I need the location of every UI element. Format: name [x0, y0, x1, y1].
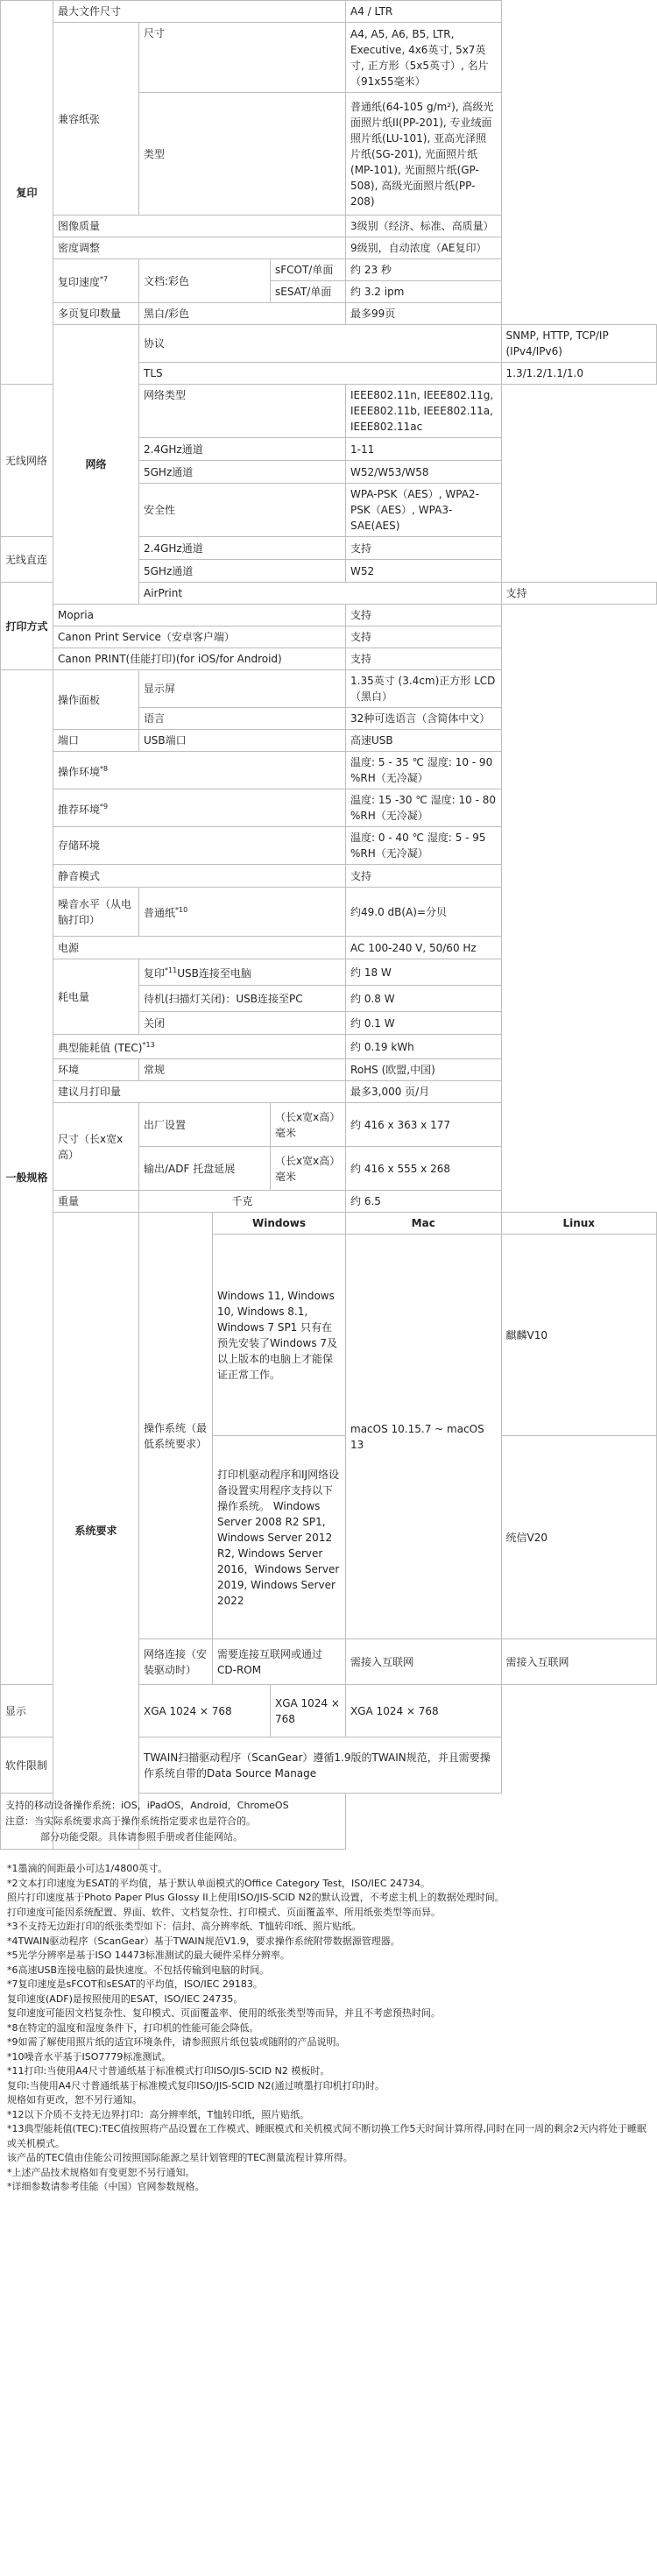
value-image-quality: 3级别（经济、标准、高质量） [346, 216, 501, 237]
dim-factory-value: 约 416 x 363 x 177 [346, 1103, 501, 1147]
cons-copy-label [139, 959, 346, 986]
row-storage-env [1, 827, 657, 865]
cons-off-label: 关闭 [139, 1012, 346, 1035]
label-image-quality: 图像质量 [53, 216, 346, 237]
row-volume [1, 1081, 657, 1103]
label-install: 网络连接（安装驱动时） [139, 1639, 213, 1685]
label-display: 显示 [1, 1685, 53, 1737]
row-os-header [1, 1213, 657, 1235]
wl-type-value: IEEE802.11n, IEEE802.11g, IEEE802.11b, IEEE802.11a, IEEE802.11ac [346, 385, 501, 438]
label-paper: 兼容纸张 [53, 23, 139, 216]
value-operating: 温度: 5 - 35 ℃ 湿度: 10 - 90 %RH（无冷凝） [346, 752, 501, 789]
row-mopria [1, 605, 657, 626]
note: 打印速度可能因系统配置、界面、软件、文档复杂性、打印模式、页面覆盖率、所用纸张类型等而异。 [7, 1906, 441, 1918]
note: *3不支持无边距打印的纸张类型如下：信封、高分辨率纸、T恤转印纸、照片贴纸。 [7, 1921, 362, 1932]
row-env [1, 1059, 657, 1081]
note: *5光学分辨率是基于ISO 14473标准测试的最大硬件采样分辨率。 [7, 1950, 290, 1961]
value-env: RoHS (欧盟,中国) [346, 1059, 501, 1081]
direct-5-label: 5GHz通道 [139, 560, 346, 583]
pm-value-4: 支持 [346, 648, 501, 670]
note: 复印速度可能因文档复杂性、复印模式、页面覆盖率、使用的纸张类型等而异，并且不考虑预热时间。 [7, 2007, 441, 2019]
speed-mode-1: sFCOT/单面 [271, 259, 346, 281]
note: *10噪音水平基于ISO7779标准测试。 [7, 2050, 172, 2063]
support-box [1, 1794, 346, 1850]
dim-ext-value: 约 416 x 555 x 268 [346, 1147, 501, 1191]
label-operating [53, 752, 346, 789]
speed-value-1: 约 23 秒 [346, 259, 501, 281]
panel-display-label: 显示屏 [139, 670, 346, 708]
speed-text: 复印速度 [58, 276, 101, 288]
label-multi: 多页复印数量 [53, 303, 139, 325]
note: 照片打印速度基于Photo Paper Plus Glossy II上使用ISO/JIS-SCID N2的默认设置，不考虑主机上的数据处理时间。 [7, 1892, 505, 1903]
label-env: 环境 [53, 1059, 139, 1081]
section-print-method: 打印方式 [1, 583, 53, 670]
operating-text: 操作环境 [58, 765, 101, 778]
value-recommended: 温度: 15 -30 ℃ 湿度: 10 - 80 %RH（无冷凝） [346, 789, 501, 827]
wl-sec-value: WPA-PSK（AES）, WPA2-PSK（AES）, WPA3-SAE(AES) [346, 484, 501, 537]
value-paper-size: A4, A5, A6, B5, LTR, Executive, 4x6英寸, 5x7英寸, 正方形（5x5英寸）, 名片（91x55毫米） [346, 23, 501, 93]
note: *9如需了解使用照片纸的适宜环境条件，请参照照片纸包装或随附的产品说明。 [7, 2036, 346, 2048]
panel-display-value: 1.35英寸 (3.4cm)正方形 LCD（黑白） [346, 670, 501, 708]
note: 规格如有更改，恕不另行通知。 [7, 2094, 142, 2105]
row-power [1, 937, 657, 959]
dim-factory-label: 出厂设置 [139, 1103, 271, 1147]
label-speed-doc: 文档:彩色 [139, 259, 271, 303]
note: *13典型能耗值(TEC):TEC值按照将产品设置在工作模式、睡眠模式和关机模式间不断切换工作5天时间计算所得,同时在同一周的剩余2天内将处于睡眠或关机模式。 [7, 2123, 646, 2149]
row-image-quality [1, 216, 657, 237]
note: *6高速USB连接电脑的最快速度。不包括传输到电脑的时间。 [7, 1964, 270, 1976]
display-mac: XGA 1024 × 768 [271, 1685, 346, 1737]
label-power: 电源 [53, 937, 346, 959]
install-win: 需要连接互联网或通过CD-ROM [213, 1639, 346, 1685]
operating-note: *8 [100, 764, 109, 773]
cons-copy-text: 复印 [144, 967, 166, 980]
note: 该产品的TEC值由佳能公司按照国际能源之星计划管理的TEC测量流程计算所得。 [7, 2152, 353, 2163]
port-sub: USB端口 [139, 730, 346, 752]
dim-ext-label: 输出/ADF 托盘延展 [139, 1147, 271, 1191]
os-windows-a: Windows 11, Windows 10, Windows 8.1, Windows 7 SP1 只有在预先安装了Windows 7及以上版本的电脑上才能保证正常工作。 [213, 1235, 346, 1436]
speed-value-2: 约 3.2 ipm [346, 281, 501, 303]
note: *详细参数请参考佳能（中国）官网参数规格。 [7, 2181, 205, 2192]
os-header-windows: Windows [213, 1213, 346, 1235]
pm-label-2: Mopria [53, 605, 346, 626]
cons-copy-text2: USB连接至电脑 [177, 967, 251, 980]
install-linux: 需接入互联网 [501, 1639, 657, 1685]
note: *8在特定的温度和湿度条件下，打印机的性能可能会降低。 [7, 2021, 259, 2034]
note: *11打印:当使用A4尺寸普通纸基于标准模式打印ISO/JIS-SCID N2 模板时。 [7, 2065, 330, 2077]
wl-sec-label: 安全性 [139, 484, 346, 537]
label-os: 操作系统（最低系统要求） [139, 1235, 213, 1639]
dim-factory-unit: （长x宽x高）毫米 [271, 1103, 346, 1147]
value-tls: 1.3/1.2/1.1/1.0 [501, 363, 657, 385]
speed-mode-2: sESAT/单面 [271, 281, 346, 303]
footnotes [0, 1850, 657, 2195]
row-print-service [1, 626, 657, 648]
speed-note: *7 [100, 275, 109, 283]
value-max-doc: A4 / LTR [346, 1, 501, 23]
os-header-blank [139, 1213, 213, 1235]
noise-sub-text: 普通纸 [144, 907, 176, 919]
row-canon-print [1, 648, 657, 670]
label-consumption: 耗电量 [53, 959, 139, 1035]
display-linux: XGA 1024 × 768 [346, 1685, 501, 1737]
label-direct: 无线直连 [1, 537, 53, 583]
value-storage: 温度: 0 - 40 ℃ 湿度: 5 - 95 %RH（无冷凝） [346, 827, 501, 865]
label-paper-type: 类型 [139, 93, 346, 216]
value-tec: 约 0.19 kWh [346, 1035, 501, 1059]
label-speed [53, 259, 139, 303]
note: *4TWAIN驱动程序（ScanGear）基于TWAIN规范V1.9，要求操作系统附带数据源管理器。 [7, 1935, 400, 1947]
support-line-2: 注意：当实际系统要求高于操作系统指定要求也是符合的。 [5, 1815, 256, 1827]
os-windows-b: 打印机驱动程序和IJ网络设备设置实用程序支持以下操作系统。 Windows Server 2008 R2 SP1, Windows Server 2012 R2, Windows Server 2016，Windows Server 2019, Windows Server 2022 [213, 1436, 346, 1639]
value-paper-type: 普通纸(64-105 g/m²), 高级光面照片纸II(PP-201), 专业绒面照片纸(LU-101), 亚高光泽照片纸(SG-201), 光面照片纸(MP-101), 光面照片纸(GP-508), 高级光面照片纸(PP-208) [346, 93, 501, 216]
row-dim-factory [1, 1103, 657, 1147]
wl-24-label: 2.4GHz通道 [139, 438, 346, 461]
dim-ext-unit: （长x宽x高）毫米 [271, 1147, 346, 1191]
note: *12以下介质不支持无边界打印：高分辨率纸，T恤转印纸，照片贴纸。 [7, 2108, 310, 2120]
value-weight: 约 6.5 [346, 1191, 501, 1213]
label-dimension: 尺寸（长x宽x高） [53, 1103, 139, 1191]
pm-label-3: Canon Print Service（安卓客户端） [53, 626, 346, 648]
cons-off-value: 约 0.1 W [346, 1012, 501, 1035]
value-noise: 约49.0 dB(A)=分贝 [346, 888, 501, 937]
row-support [1, 1794, 657, 1850]
wl-5-label: 5GHz通道 [139, 461, 346, 484]
value-port: 高速USB [346, 730, 501, 752]
value-multi: 最多99页 [346, 303, 501, 325]
os-header-mac: Mac [346, 1213, 501, 1235]
label-density: 密度调整 [53, 237, 346, 259]
label-software: 软件限制 [1, 1737, 53, 1794]
label-recommended [53, 789, 346, 827]
tec-note: *13 [142, 1041, 155, 1049]
wl-24-value: 1-11 [346, 438, 501, 461]
row-tec [1, 1035, 657, 1059]
noise-note: *10 [175, 906, 188, 914]
pm-value-2: 支持 [346, 605, 501, 626]
label-storage: 存储环境 [53, 827, 346, 865]
value-volume: 最多3,000 页/月 [346, 1081, 501, 1103]
row-multi [1, 303, 657, 325]
label-max-doc: 最大文件尺寸 [53, 1, 346, 23]
label-paper-size: 尺寸 [139, 23, 346, 93]
row-port [1, 730, 657, 752]
os-header-linux: Linux [501, 1213, 657, 1235]
panel-lang-value: 32种可选语言（含简体中文） [346, 708, 501, 730]
label-panel: 操作面板 [53, 670, 139, 730]
row-recommended-env [1, 789, 657, 827]
cons-copy-note: *11 [165, 966, 178, 974]
row-noise [1, 888, 657, 937]
pm-value-1: 支持 [501, 583, 657, 605]
pm-label-1: AirPrint [139, 583, 502, 605]
cons-standby-label: 待机(扫描灯关闭)：USB连接至PC [139, 986, 346, 1012]
label-protocol: 协议 [139, 325, 502, 363]
env-sub: 常规 [139, 1059, 346, 1081]
support-line-3: 部分功能受限。具体请参照手册或者佳能网站。 [40, 1830, 243, 1843]
label-weight: 重量 [53, 1191, 139, 1213]
direct-5-value: W52 [346, 560, 501, 583]
display-win: XGA 1024 × 768 [139, 1685, 271, 1737]
weight-unit: 千克 [139, 1191, 346, 1213]
os-linux-a: 麒麟V10 [501, 1235, 657, 1436]
row-quiet [1, 865, 657, 888]
label-noise: 噪音水平（从电脑打印） [53, 888, 139, 937]
row-consumption-copy [1, 959, 657, 986]
row-protocol [1, 325, 657, 363]
row-panel-display [1, 670, 657, 708]
label-volume: 建议月打印量 [53, 1081, 346, 1103]
direct-24-value: 支持 [346, 537, 501, 560]
wl-5-value: W52/W53/W58 [346, 461, 501, 484]
value-software: TWAIN扫描驱动程序（ScanGear）遵循1.9版的TWAIN规范，并且需要操作系统自带的Data Source Manage [139, 1737, 502, 1794]
section-general: 一般规格 [1, 670, 53, 1685]
section-system: 系统要求 [53, 1213, 139, 1850]
note: 复印速度(ADF)是按照使用的ESAT，ISO/IEC 24735。 [7, 1992, 244, 2005]
pm-label-4: Canon PRINT(佳能打印)(for iOS/for Android) [53, 648, 346, 670]
os-linux-b: 统信V20 [501, 1436, 657, 1639]
wl-type-label: 网络类型 [139, 385, 346, 438]
cons-copy-value: 约 18 W [346, 959, 501, 986]
label-wireless: 无线网络 [1, 385, 53, 537]
section-network: 网络 [53, 325, 139, 605]
recommended-text: 推荐环境 [58, 803, 101, 816]
note: *7复印速度是sFCOT和sESAT的平均值，ISO/IEC 29183。 [7, 1978, 263, 1990]
row-speed-1 [1, 259, 657, 281]
note: *2文本打印速度为ESAT的平均值，基于默认单面模式的Office Category Test，ISO/IEC 24734。 [7, 1877, 430, 1889]
os-mac: macOS 10.15.7 ~ macOS 13 [346, 1235, 501, 1639]
section-copy: 复印 [1, 1, 53, 385]
install-mac: 需接入互联网 [346, 1639, 501, 1685]
row-max-doc [1, 1, 657, 23]
direct-24-label: 2.4GHz通道 [139, 537, 346, 560]
note: *1墨滴的间距最小可达1/4800英寸。 [7, 1863, 168, 1874]
value-protocol: SNMP, HTTP, TCP/IP (IPv4/IPv6) [501, 325, 657, 363]
label-tec [53, 1035, 346, 1059]
note: *上述产品技术规格如有变更恕不另行通知。 [7, 2166, 195, 2178]
pm-value-3: 支持 [346, 626, 501, 648]
row-operating-env [1, 752, 657, 789]
recommended-note: *9 [100, 802, 109, 810]
value-power: AC 100-240 V, 50/60 Hz [346, 937, 501, 959]
note: 复印:当使用A4尺寸普通纸基于标准模式复印ISO/JIS-SCID N2(通过喷墨打印机打印)时。 [7, 2079, 385, 2091]
support-line-1: 支持的移动设备操作系统：iOS，iPadOS，Android，ChromeOS [5, 1799, 289, 1811]
label-tls: TLS [139, 363, 502, 385]
row-density [1, 237, 657, 259]
row-paper-size [1, 23, 657, 93]
noise-sub [139, 888, 346, 937]
value-density: 9级别，自动浓度（AE复印） [346, 237, 501, 259]
panel-lang-label: 语言 [139, 708, 346, 730]
value-quiet: 支持 [346, 865, 501, 888]
tec-text: 典型能耗值 (TEC) [58, 1042, 143, 1054]
row-weight [1, 1191, 657, 1213]
cons-standby-value: 约 0.8 W [346, 986, 501, 1012]
label-port: 端口 [53, 730, 139, 752]
label-quiet: 静音模式 [53, 865, 346, 888]
multi-color: 黑白/彩色 [139, 303, 346, 325]
